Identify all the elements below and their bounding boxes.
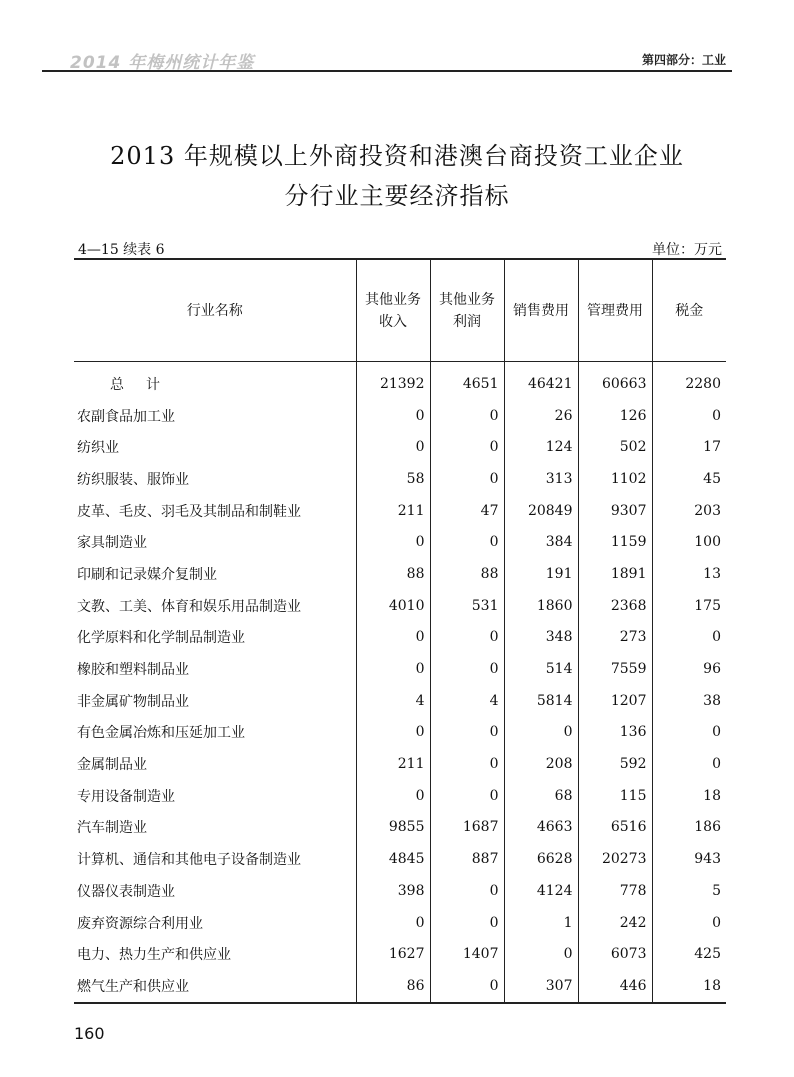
value-cell: 88: [356, 558, 430, 590]
industry-name-cell: 农副食品加工业: [77, 408, 175, 425]
value-cell: 943: [652, 843, 726, 875]
industry-name-cell: 皮革、毛皮、羽毛及其制品和制鞋业: [77, 503, 301, 520]
value-cell: 887: [430, 843, 504, 875]
industry-name-cell: 总计: [110, 376, 182, 393]
value-cell: 0: [430, 431, 504, 463]
value-cell: 1207: [578, 685, 652, 717]
value-cell: 425: [652, 938, 726, 970]
value-cell: 384: [504, 526, 578, 558]
value-cell: 100: [652, 526, 726, 558]
value-cell: 0: [430, 780, 504, 812]
value-cell: 1687: [430, 812, 504, 844]
value-cell: 4845: [356, 843, 430, 875]
industry-name-cell: 印刷和记录媒介复制业: [77, 566, 217, 583]
table-row: [74, 590, 726, 622]
table-row: [74, 875, 726, 907]
value-cell: 38: [652, 685, 726, 717]
value-cell: 5814: [504, 685, 578, 717]
table-row: [74, 812, 726, 844]
value-cell: 0: [652, 907, 726, 939]
value-cell: 0: [652, 748, 726, 780]
value-cell: 0: [430, 970, 504, 1003]
table-header-row: [74, 259, 726, 362]
column-header-industry: 行业名称: [74, 259, 356, 362]
value-cell: 0: [430, 400, 504, 432]
value-cell: 0: [504, 938, 578, 970]
value-cell: 348: [504, 622, 578, 654]
value-cell: 0: [430, 622, 504, 654]
table-row: [74, 431, 726, 463]
industry-name-cell: 汽车制造业: [77, 820, 147, 837]
value-cell: 211: [356, 495, 430, 527]
value-cell: 313: [504, 463, 578, 495]
value-cell: 4010: [356, 590, 430, 622]
value-cell: 4651: [430, 362, 504, 400]
value-cell: 68: [504, 780, 578, 812]
table-row: [74, 622, 726, 654]
industry-name-cell: 专用设备制造业: [77, 788, 175, 805]
table-row: [74, 780, 726, 812]
value-cell: 46421: [504, 362, 578, 400]
table-row: [74, 558, 726, 590]
value-cell: 0: [652, 717, 726, 749]
value-cell: 446: [578, 970, 652, 1003]
table-row: [74, 717, 726, 749]
value-cell: 9855: [356, 812, 430, 844]
table-label: 4—15 续表 6: [78, 242, 165, 258]
column-header-admin-expense: 管理费用: [578, 259, 652, 362]
value-cell: 0: [356, 526, 430, 558]
value-cell: 0: [430, 875, 504, 907]
value-cell: 0: [356, 400, 430, 432]
value-cell: 0: [430, 526, 504, 558]
value-cell: 0: [430, 717, 504, 749]
value-cell: 20273: [578, 843, 652, 875]
value-cell: 307: [504, 970, 578, 1003]
value-cell: 1627: [356, 938, 430, 970]
value-cell: 126: [578, 400, 652, 432]
value-cell: 203: [652, 495, 726, 527]
value-cell: 1102: [578, 463, 652, 495]
value-cell: 592: [578, 748, 652, 780]
value-cell: 4663: [504, 812, 578, 844]
data-table: [74, 258, 726, 1004]
column-header-sales-expense: 销售费用: [504, 259, 578, 362]
value-cell: 502: [578, 431, 652, 463]
value-cell: 18: [652, 780, 726, 812]
value-cell: 17: [652, 431, 726, 463]
value-cell: 6628: [504, 843, 578, 875]
column-header-other-profit: 其他业务利润: [430, 259, 504, 362]
value-cell: 96: [652, 653, 726, 685]
value-cell: 47: [430, 495, 504, 527]
value-cell: 0: [504, 717, 578, 749]
table-row: [74, 970, 726, 1003]
industry-name-cell: 计算机、通信和其他电子设备制造业: [77, 852, 301, 869]
value-cell: 0: [652, 400, 726, 432]
value-cell: 86: [356, 970, 430, 1003]
value-cell: 0: [430, 907, 504, 939]
industry-name-cell: 化学原料和化学制品制造业: [77, 630, 245, 647]
value-cell: 0: [652, 622, 726, 654]
value-cell: 0: [356, 907, 430, 939]
table-body: [74, 362, 726, 1003]
value-cell: 136: [578, 717, 652, 749]
page-header: [42, 40, 732, 72]
value-cell: 21392: [356, 362, 430, 400]
page-title-line2: 分行业主要经济指标: [284, 182, 510, 210]
value-cell: 18: [652, 970, 726, 1003]
page-title-line1: 2013 年规模以上外商投资和港澳台商投资工业企业: [110, 142, 684, 170]
page-number: 160: [74, 1024, 105, 1043]
industry-name-cell: 废弃资源综合利用业: [77, 915, 203, 932]
value-cell: 4124: [504, 875, 578, 907]
value-cell: 0: [356, 653, 430, 685]
value-cell: 0: [430, 748, 504, 780]
value-cell: 0: [430, 653, 504, 685]
value-cell: 778: [578, 875, 652, 907]
value-cell: 2368: [578, 590, 652, 622]
value-cell: 208: [504, 748, 578, 780]
value-cell: 1: [504, 907, 578, 939]
industry-name-cell: 燃气生产和供应业: [74, 970, 356, 1003]
unit-label: 单位：万元: [652, 242, 722, 258]
industry-name-cell: 纺织服装、服饰业: [77, 471, 189, 488]
section-label: 第四部分：工业: [641, 53, 726, 67]
value-cell: 1159: [578, 526, 652, 558]
value-cell: 531: [430, 590, 504, 622]
value-cell: 0: [356, 717, 430, 749]
value-cell: 124: [504, 431, 578, 463]
industry-name-cell: 金属制品业: [77, 757, 147, 774]
value-cell: 115: [578, 780, 652, 812]
value-cell: 242: [578, 907, 652, 939]
value-cell: 2280: [652, 362, 726, 400]
value-cell: 191: [504, 558, 578, 590]
value-cell: 398: [356, 875, 430, 907]
value-cell: 13: [652, 558, 726, 590]
value-cell: 4: [430, 685, 504, 717]
column-header-tax: 税金: [652, 259, 726, 362]
value-cell: 5: [652, 875, 726, 907]
value-cell: 273: [578, 622, 652, 654]
value-cell: 6073: [578, 938, 652, 970]
industry-name-cell: 文教、工美、体育和娱乐用品制造业: [77, 598, 301, 615]
value-cell: 1407: [430, 938, 504, 970]
value-cell: 0: [356, 780, 430, 812]
industry-name-cell: 电力、热力生产和供应业: [77, 947, 231, 964]
value-cell: 26: [504, 400, 578, 432]
value-cell: 0: [356, 431, 430, 463]
value-cell: 60663: [578, 362, 652, 400]
table-row: [74, 400, 726, 432]
table-row: [74, 938, 726, 970]
table-row: [74, 526, 726, 558]
industry-name-cell: 有色金属冶炼和压延加工业: [77, 725, 245, 742]
value-cell: 88: [430, 558, 504, 590]
table-row-total: [74, 362, 726, 400]
value-cell: 0: [356, 622, 430, 654]
industry-name-cell: 非金属矿物制品业: [77, 693, 189, 710]
table-row: [74, 463, 726, 495]
value-cell: 7559: [578, 653, 652, 685]
value-cell: 20849: [504, 495, 578, 527]
value-cell: 1891: [578, 558, 652, 590]
value-cell: 4: [356, 685, 430, 717]
value-cell: 211: [356, 748, 430, 780]
value-cell: 45: [652, 463, 726, 495]
table-row: [74, 653, 726, 685]
industry-name-cell: 仪器仪表制造业: [77, 883, 175, 900]
value-cell: 6516: [578, 812, 652, 844]
value-cell: 186: [652, 812, 726, 844]
yearbook-title: 2014 年梅州统计年鉴: [70, 53, 255, 73]
table-row: [74, 843, 726, 875]
value-cell: 514: [504, 653, 578, 685]
column-header-other-income: 其他业务收入: [356, 259, 430, 362]
value-cell: 9307: [578, 495, 652, 527]
value-cell: 175: [652, 590, 726, 622]
table-row: [74, 748, 726, 780]
value-cell: 1860: [504, 590, 578, 622]
industry-name-cell: 纺织业: [77, 440, 119, 457]
industry-name-cell: 橡胶和塑料制品业: [77, 662, 189, 679]
value-cell: 0: [430, 463, 504, 495]
value-cell: 58: [356, 463, 430, 495]
table-row: [74, 495, 726, 527]
table-row: [74, 685, 726, 717]
industry-name-cell: 家具制造业: [77, 535, 147, 552]
table-row: [74, 907, 726, 939]
